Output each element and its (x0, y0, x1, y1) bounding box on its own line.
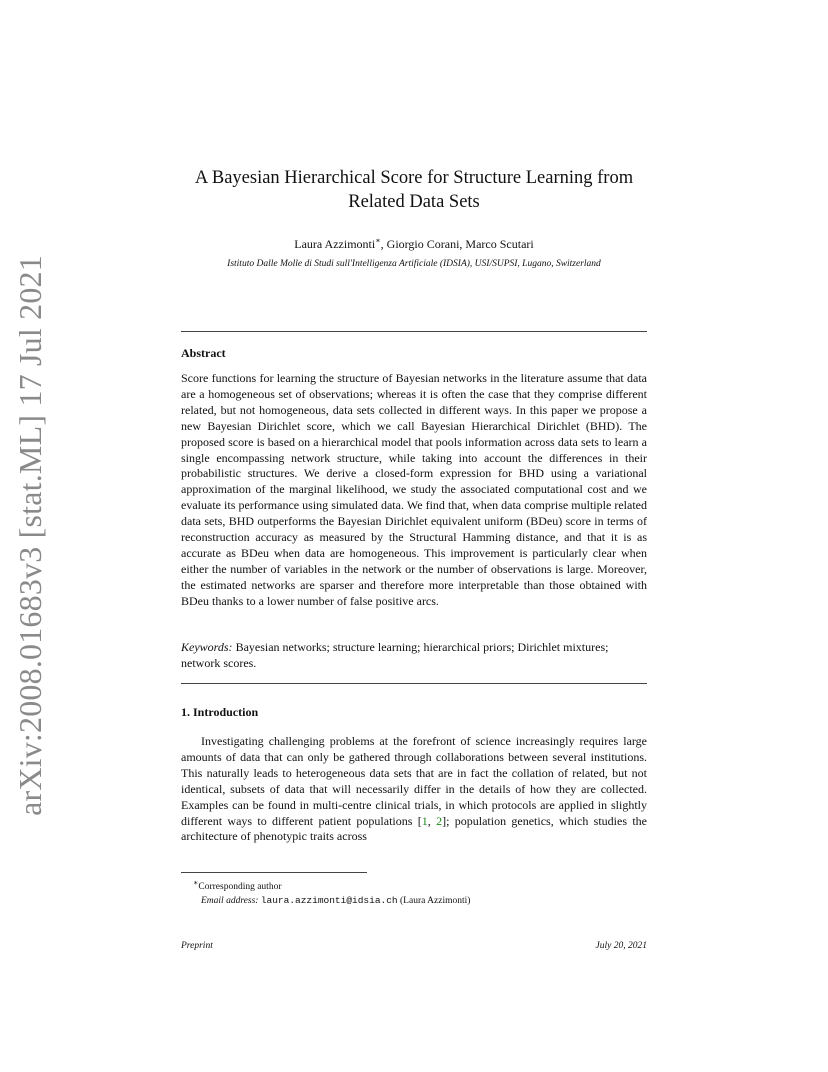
footnote-mark: ∗ (193, 878, 199, 887)
footer-date: July 20, 2021 (595, 941, 647, 951)
paper-title: A Bayesian Hierarchical Score for Structure Learning from Related Data Sets (194, 168, 634, 212)
footer-preprint: Preprint (181, 941, 213, 951)
abstract-bottom-rule (181, 683, 647, 684)
introduction-paragraph (181, 734, 647, 845)
citation-link-2[interactable]: 2 (436, 813, 443, 828)
keywords (181, 639, 647, 671)
footnote-email (181, 894, 647, 908)
footnote-corresponding (181, 876, 647, 894)
abstract-text: Score functions for learning the structure of Bayesian networks in the literature assume that data are a homogeneous set of observations; whereas it is often the case that they comprise different related, but not homogeneous, data sets collected in different ways. In this paper we propose a new Bayesian Dirichlet score, which we call Bayesian Hierarchical Dirichlet (BHD). The proposed score is based on a hierarchical model that pools information across data sets to learn a single encompassing network structure, while taking into account the differences in their probabilistic structures. We derive a closed-form expression for BHD using a variational approximation of the marginal likelihood, we study the associated computational cost and we evaluate its performance using simulated data. We find that, when data comprise multiple related data sets, BHD outperforms the Bayesian Dirichlet equivalent uniform (BDeu) score in terms of reconstruction accuracy as measured by the Structural Hamming distance, and that it is as accurate as BDeu when data are homogeneous. This improvement is particularly clear when either the number of variables in the network or the number of observations is large. Moreover, the estimated networks are sparser and therefore more interpretable than those obtained with BDeu thanks to a lower number of false positive arcs. (181, 371, 647, 608)
author-list (181, 236, 647, 252)
intro-text-after: ; population genetics, which studies the architecture of phenotypic traits across (181, 813, 647, 844)
footnote-corresponding-text: Corresponding author (198, 882, 282, 893)
corresponding-mark: ∗ (375, 236, 381, 245)
email-owner: (Laura Azzimonti) (400, 896, 471, 907)
arxiv-stamp (4, 254, 56, 816)
keywords-label: Keywords: (181, 640, 233, 654)
citation-link-1[interactable]: 1 (421, 813, 428, 828)
abstract-top-rule (181, 331, 647, 332)
citation-open: [ (417, 813, 422, 828)
abstract-heading: Abstract (181, 346, 226, 360)
author-rest: , Giorgio Corani, Marco Scutari (380, 237, 534, 251)
citation-close: ] (442, 813, 447, 828)
email-label: Email address: (201, 896, 259, 907)
citation-separator: , (427, 813, 437, 828)
intro-text-before: Investigating challenging problems at the forefront of science increasingly requires large amounts of data that can only be gathered through collaborations between several institutions. This naturally leads to heterogeneous data sets that are in fact the collation of related, but not identical, subsets of data that will necessarily differ in the details of how they are collected. Examples can be found in multi-centre clinical trials, in which protocols are applied in slightly different ways to different patient populations (181, 734, 647, 828)
keywords-text: Bayesian networks; structure learning; hierarchical priors; Dirichlet mixtures; network scores. (181, 640, 609, 670)
section-heading-introduction: 1. Introduction (181, 705, 259, 719)
email-address[interactable]: laura.azzimonti@idsia.ch (260, 895, 398, 907)
affiliation: Istituto Dalle Molle di Studi sull'Intelligenza Artificiale (IDSIA), USI/SUPSI, Lugano, Switzerland (227, 259, 601, 269)
arxiv-stamp-text: arXiv:2008.01683v3 [stat.ML] 17 Jul 2021 (11, 254, 48, 816)
footnote (181, 876, 647, 908)
footnote-rule (181, 872, 367, 873)
author-first: Laura Azzimonti (294, 237, 376, 251)
